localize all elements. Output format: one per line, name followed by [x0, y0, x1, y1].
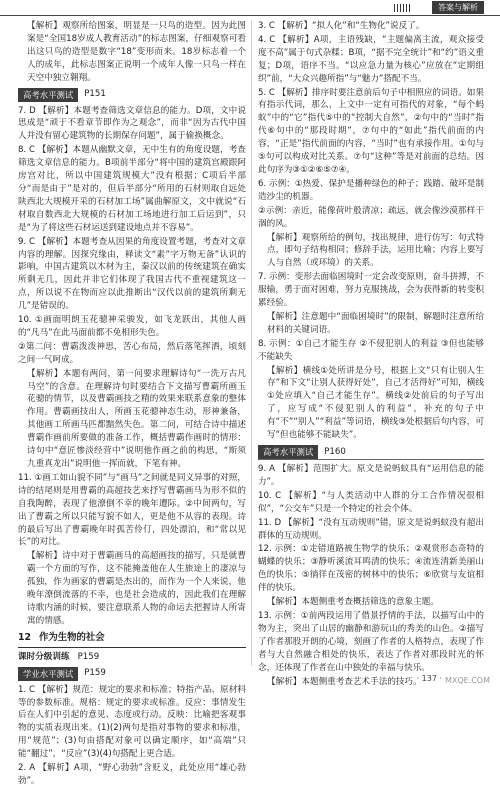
text-paragraph: 13. 示例：①前两段运用了借景抒情的手法，以描写山中的物为主，突出了山居的幽静和游玩山的秀美的山色。②描写了作者那股开朗的心境，刻画了作者的人格特点，表现了作者与大自然融合相处的快乐，表达了作者对那段时光的怀念，还体现了作者在山中独处的幸福与快乐。 — [258, 610, 484, 673]
page-number: · 137 · — [416, 674, 442, 683]
text-paragraph: 9. A 【解析】范围扩大。原文是说蚂蚁具有“运用信息的能力”。 — [258, 464, 484, 487]
text-paragraph: 2. A 【解析】A项，“野心勃勃”含贬义，此处应用“雄心勃勃”。 — [18, 763, 246, 786]
text-paragraph: 【解析】注意题中“面临困境时”的限制，解题时注意所给材料的关键词语。 — [267, 311, 484, 335]
chapter-heading — [18, 632, 246, 648]
section-label: 学业水平测试 — [18, 667, 78, 681]
text-paragraph: 【解析】横线①处所讲是分号，根据上文“只有让别人生存”和下文“让别人获得好处”，自己才活得好”可知，横线①处应填入“自己才能生存”。横线②处前后的句子写出了，应写成“不侵犯别人的利益”，补充的句子中有“不”“别人”“利益”等词语，横线③处根据后句内容，可写“但也能够不能缺失”。 — [267, 365, 484, 441]
text-paragraph: 【解析】观察所给图案，明显是一只鸟的造型。因为此图案是“全国18岁成人教育活动”的标志图案，仔细观察可看出这只鸟的造型是数字“18”变形而来。18岁标志着一个人的成年，此标志图案正说明一个成年人像一只鸟一样在天空中独立翱翔。 — [27, 21, 246, 83]
page-footer — [0, 672, 500, 692]
section-page-ref: P159 — [84, 668, 106, 679]
text-paragraph: 【解析】本题侧重考查艺术手法的技巧。 — [267, 676, 422, 687]
text-paragraph: 12. 示例：①走错道路被生物学的快乐；②观赏形态奇特的蝴蝶的快乐；③静听溪流耳鸣清的快乐；④流连清新美丽山色的快乐；⑤徜徉在茂密的树林中的快乐；⑥欣赏与友谊相伴的快乐。 — [258, 544, 484, 594]
section-heading — [18, 88, 246, 102]
text-paragraph: 8. C 【解析】本题从幽默文章，无中生有的角度设题，考查筛选文章信息的能力。B项前半部分“将中国的建筑宫殿跟阿房宫对比，所以中国建筑规模大”没有根据；C项后半部分“而是由于”是对的，但后半部分“所用的石材则取自远处陕西北大规模开采的石材加工场”属曲解原文，文中就说“石材取自数西北大规模的石材加工场地进行加工后运到”，只是“为了将这些石材运送到建设地点并不容易”。 — [18, 145, 246, 233]
text-paragraph: 6. 示例：①热爱、保护是播种绿色的种子；践踏、破坏是制造沙尘的机器。 — [258, 178, 484, 202]
header-rule — [0, 15, 500, 16]
section-page-ref: P160 — [324, 446, 346, 457]
text-paragraph: 11. D 【解析】“没有互动规则”错，原文是说蚂蚁没有超出群体的互动规则。 — [258, 517, 484, 541]
chapter-number: 12 — [18, 631, 32, 643]
section-label: 高考水平测试 — [258, 445, 318, 459]
text-paragraph: 7. D 【解析】本题考查筛选文章信息的能力。D项，文中说思成是“顽于不看章节即作为之观念”，而非“因为古代中国人并没有留心建筑物的长期保存问题”，属于偷换概念。 — [18, 105, 246, 142]
left-column — [18, 20, 246, 786]
page-header — [0, 0, 500, 16]
section-label: 高考水平测试 — [18, 88, 78, 102]
section-heading — [258, 445, 484, 460]
text-paragraph: ②第二问：曹霸泼泼神思，苦心布局，然后落笔挥洒，顷刻之间一气呵成。 — [18, 341, 246, 365]
text-paragraph: 8. 示例：①自己才能生存 ②不侵犯别人的利益 ③但也能够不能缺失 — [258, 338, 484, 362]
section-page-ref: P151 — [84, 89, 106, 100]
text-paragraph: ②示例：亲近，能像荷叶般清凉；疏远，就会像沙漠那样干涸的风。 — [258, 205, 484, 229]
text-paragraph: 4. C 【解析】A项，主语残缺，“主题偏离主流，观众接受度不高”属于句式杂糅；B项，“据不完全统计”和“约”语义重复；D项，语序不当。“以应急力量为核心”应放在“定期组织”前，“大众兴趣所指”与“魅力”搭配不当。 — [258, 34, 484, 84]
text-paragraph: 9. C 【解析】本题考查从因果的角度设置考题，考查对文章内容的理解。因探究缘由，释读文“素”字万物无备”认识的影响，中国古建筑以木材为主，秦汉以前的传统建筑在确实所剩无几，因此并非它们体现了我国古代不重视建筑这一点，所以说不在物而应以此推断出“汉代以前的建筑所剩无几”是错误的。 — [18, 236, 246, 312]
text-paragraph: 10. C 【解析】“与人类活动中人群的分工合作情况很相似”，“公交车”只是一个特定的社会个体。 — [258, 490, 484, 514]
text-paragraph: 5. C 【解析】排序时要注意前后句子中相照应的词语。如果有指示代词，那么，上文中一定有可指代的对象，“每个蚂蚁”中的“它”指代⑤中的“控制大自然”，②句中的“当时”指代⑥句中的“那段时期”，⑦句中的“如此”指代前面的内容，“正是”指代前面的内容，“当时”也有承接作用。①句与⑤句可以构成对比关系。⑦句“这种”等是对前面的总结。因此句序为③①②⑥⑤⑦④。 — [258, 87, 484, 175]
watermark: MXQE.COM — [444, 676, 490, 685]
text-paragraph: 1. C 【解析】规范：规定的要求和标准；特指产品、原材料等的参数标准。规格：规定的要求或标准。反应：事情发生后在人们中引起的意见、态度或行动。反映：比喻把客观事物的实质表现出来。(1)(2)两句是指对事物的要求和标准，用“规范”；(3)句由搭配对象可以确定顺序，如“高端”只能“翻过”，“反应”(3)(4)句搭配上更合适。 — [18, 684, 246, 760]
subsection-page-ref: P159 — [77, 651, 100, 662]
text-paragraph: 【解析】本题侧重考查概括筛选的意象主题。 — [267, 597, 439, 608]
text-paragraph: 【解析】观察所给的例句，找出规律，进行仿写：句式特点，即句子结构相同；修辞手法，运用比喻；内容上要写人与自然（或环境）的关系。 — [267, 232, 484, 269]
text-paragraph: 7. 示例：变形去面临困境时一定会改变原则，奋斗拼搏，不服输，勇于面对困难，努力克服挑战，会为获得新的转变积累经验。 — [258, 272, 484, 309]
text-paragraph: 10. ①画面明朗玉花骢神采骏发，如飞龙跃出，其他人画的“凡马”在此马面前都不免相形失色。 — [18, 315, 246, 338]
text-paragraph: 3. C 【解析】“拟人化”和“生物化”说反了。 — [258, 21, 425, 31]
text-paragraph: 【解析】诗中对于曹霸画马的高超画技的描写，只是就曹霸一个方面的写作，这不能掩盖他在人生旅途上的凄凉与孤独，作为画家的曹霸是杰出的，而作为一个人来说，他晚年潦倒流落的不幸，也是社会造成的，因此我们在理解诗歌内涵的时候，要注意联系人物的命运去把握诗人所寄寓的情感。 — [27, 551, 246, 626]
text-paragraph: 【解析】本题有两问，第一问要求理解诗句“一洗万古凡马空”的含意。在理解诗句时要结合下文描写曹霸所画玉花骢的情节，以及曹霸画技之精的效果来联系意象的整体作用。曹霸画技出人，所画玉花骢神态生动，形神兼备，其他画工所画马匹都黯然失色。第二问，可结合诗中描述曹霸作画前所要做的准备工作，概括曹霸作画时的情形：诗句中“意匠惨淡经营中”说明他作画之前的构思，“斯须九重真龙出”说明他一挥而就，下笔有神。 — [27, 368, 246, 469]
chapter-title: 作为生物的社会 — [39, 631, 105, 643]
text-paragraph: 11. ①画工如山貌不同”与“画马”之间就是同义异事的对照，诗的结尾则是用曹霸的高超技艺来抒写曹霸画马为形不似的自我陶醉，表现了他潦倒不幸的晚年遭际。②中间两句，写出了曹霸之所以只能写貌不如人，更是他不从容的表现。诗的最后写出了曹霸晚年时孤苦伶仃，四处漂泊，和“常以见长”的对比。 — [18, 472, 246, 548]
subsection-label: 课时分级训练 — [18, 651, 70, 662]
header-section-tag: 答案与解析 — [432, 1, 484, 14]
header-stripe-decoration — [394, 4, 412, 12]
column-divider — [251, 20, 252, 666]
subsection-heading — [18, 651, 246, 664]
